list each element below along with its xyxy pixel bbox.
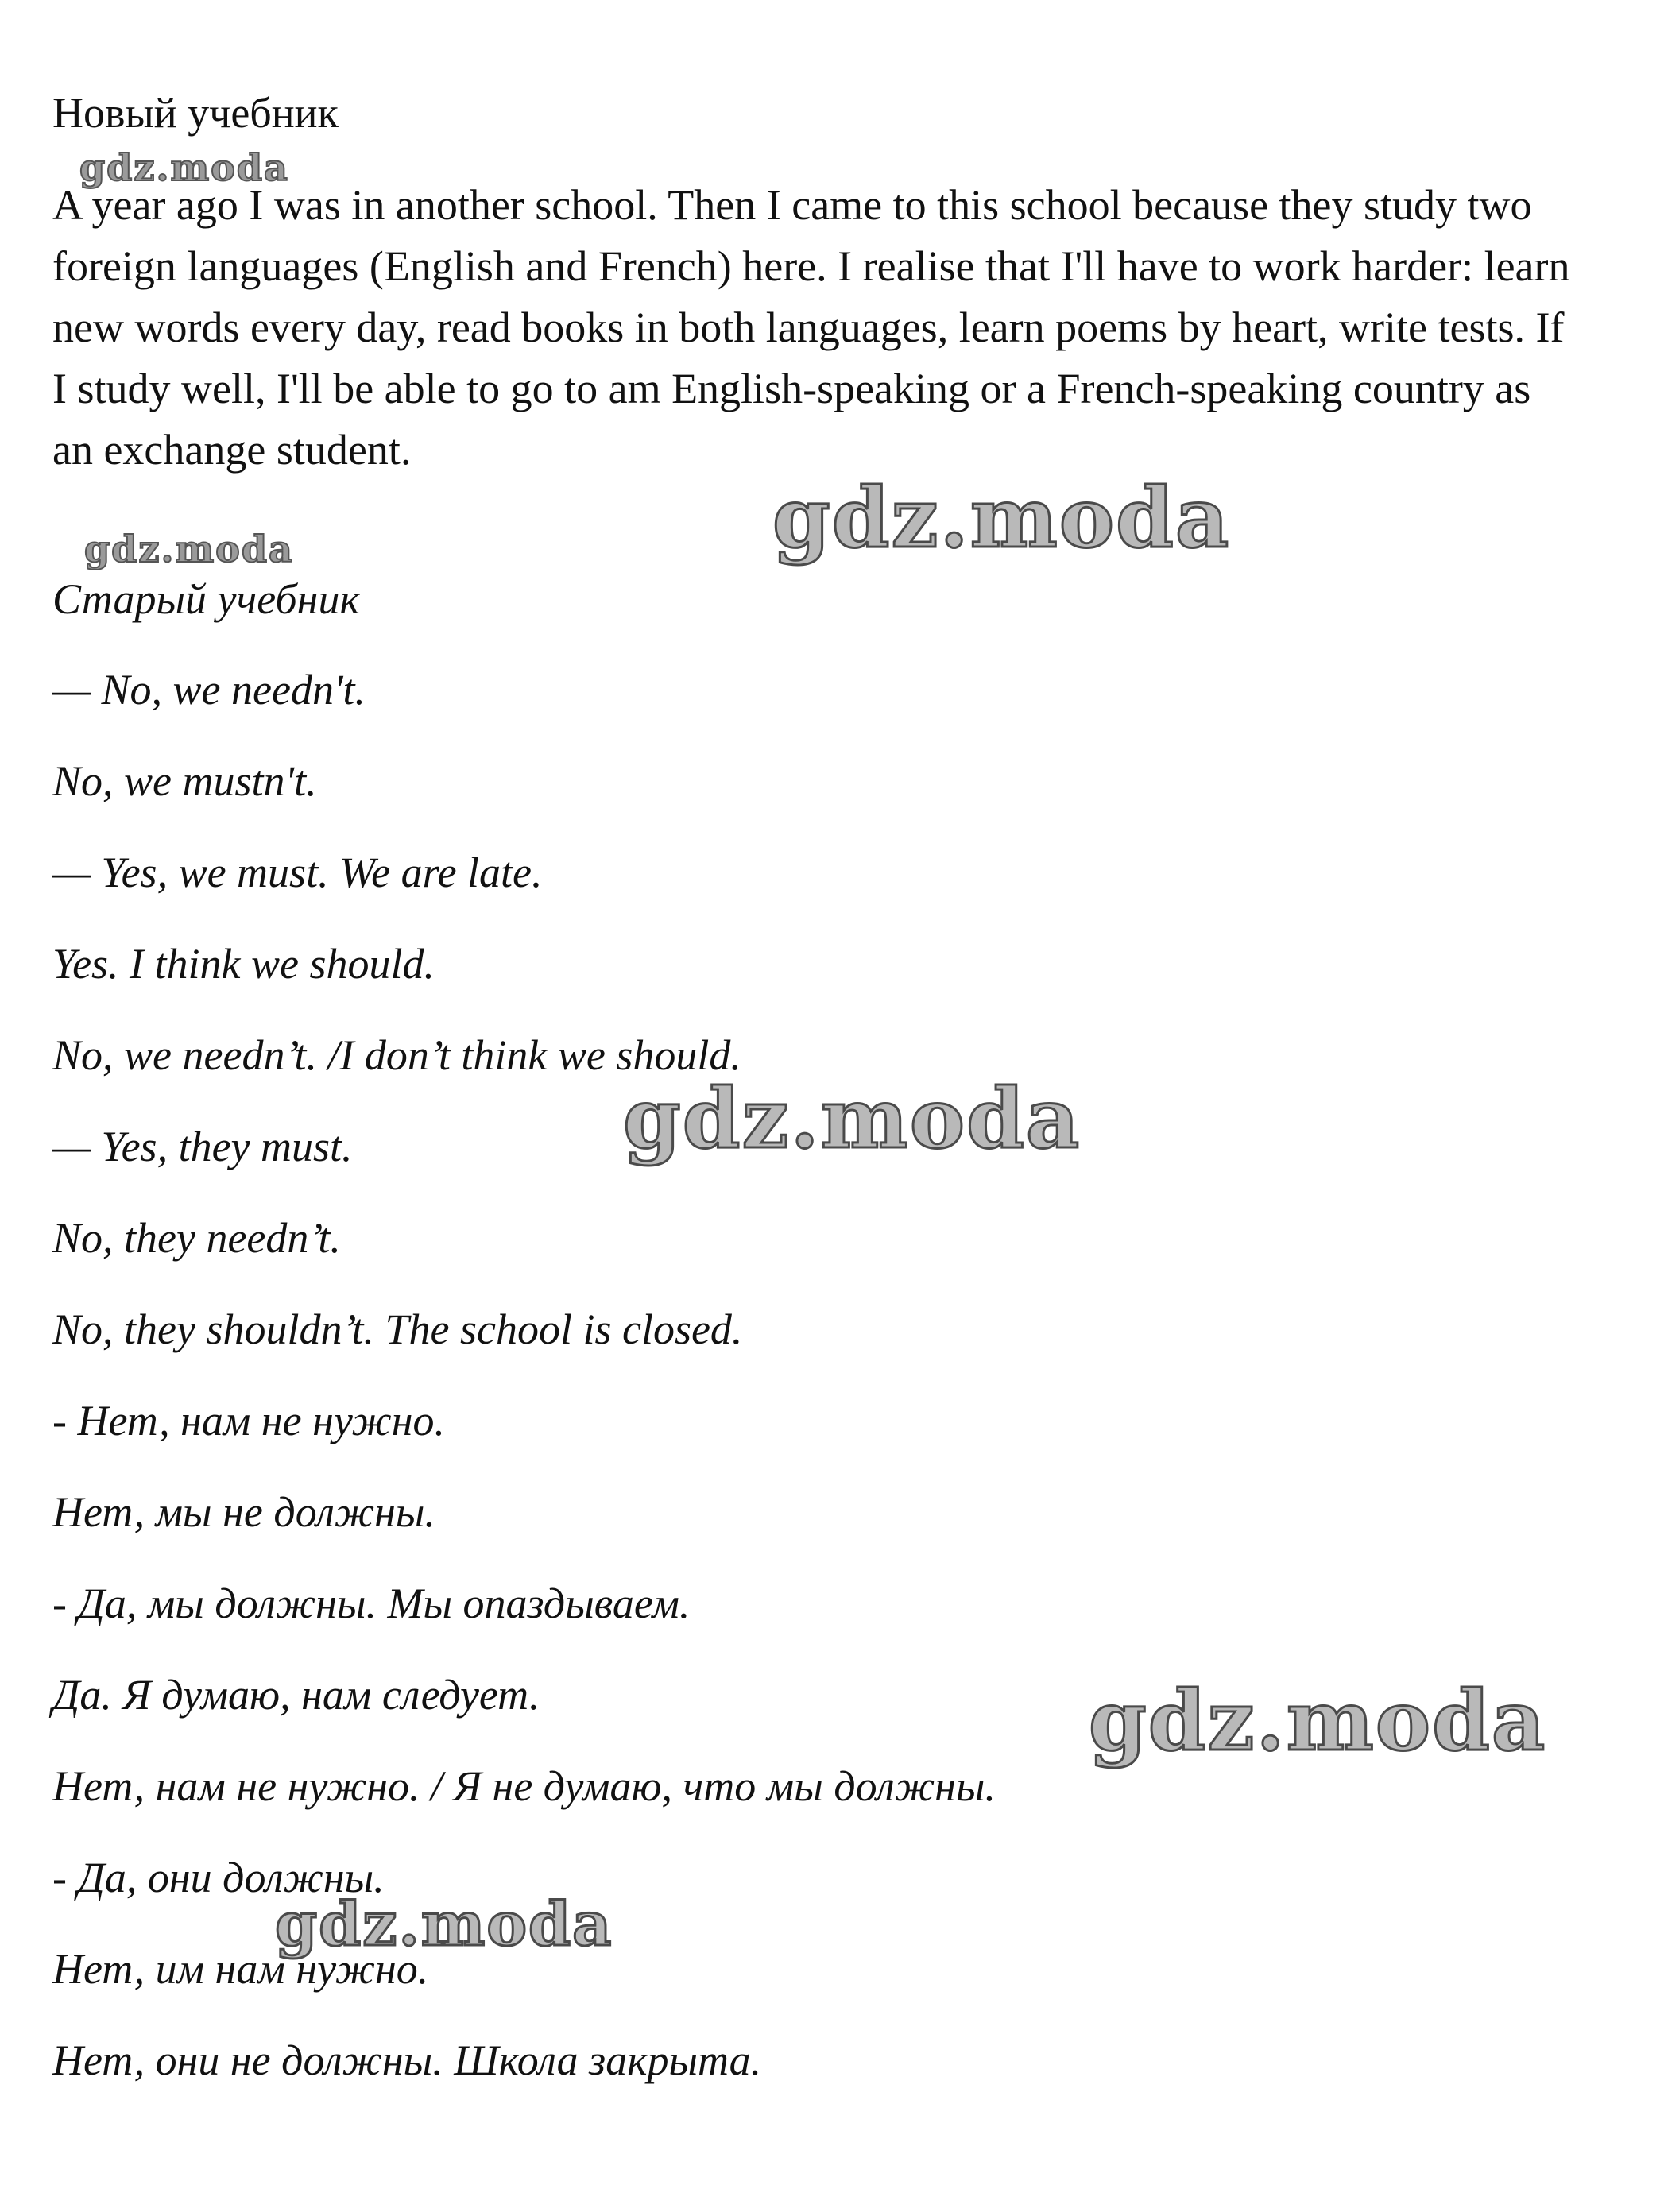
answer-line: - Да, мы должны. Мы опаздываем. [52, 1580, 691, 1627]
watermark-logo: gdz.moda [275, 1889, 613, 1959]
answer-line: No, we mustn't. [52, 757, 317, 805]
answer-line: — No, we needn't. [52, 666, 366, 713]
answer-line: No, they shouldn’t. The school is closed. [52, 1305, 743, 1353]
answer-line: No, we needn’t. /I don’t think we should. [52, 1031, 741, 1079]
answer-line: No, they needn’t. [52, 1214, 341, 1262]
answer-line: - Нет, нам не нужно. [52, 1397, 446, 1444]
answer-line: Нет, им нам нужно. [52, 1945, 429, 1993]
answer-line: Нет, мы не должны. [52, 1488, 435, 1536]
new-textbook-heading: Новый учебник [52, 89, 339, 137]
answer-line: - Да, они должны. [52, 1854, 385, 1901]
answer-line: — Yes, they must. [52, 1123, 353, 1170]
answer-line: — Yes, we must. We are late. [52, 849, 543, 896]
answer-line: Да. Я думаю, нам следует. [52, 1671, 540, 1719]
watermark-logo: gdz.moda [84, 528, 294, 570]
watermark-logo: gdz.moda [772, 469, 1231, 567]
answer-line: Нет, нам не нужно. / Я не думаю, что мы должны. [52, 1762, 996, 1810]
answer-line: Yes. I think we should. [52, 940, 435, 988]
watermark-logo: gdz.moda [623, 1069, 1082, 1167]
new-textbook-paragraph: A year ago I was in another school. Then I came to this school because they study two foreign languages (English and French) here. I realise that I'll have to work harder: learn new words every day, read books in both languages, learn poems by heart, write tests. If I study well, I'll be able to go to am English-speaking or a French-speaking country as an exchange student. [52, 181, 1570, 474]
answer-line: Нет, они не должны. Школа закрыта. [52, 2036, 762, 2084]
old-textbook-heading: Старый учебник [52, 575, 360, 623]
watermark-logo: gdz.moda [79, 146, 289, 189]
watermark-logo: gdz.moda [1089, 1672, 1547, 1769]
